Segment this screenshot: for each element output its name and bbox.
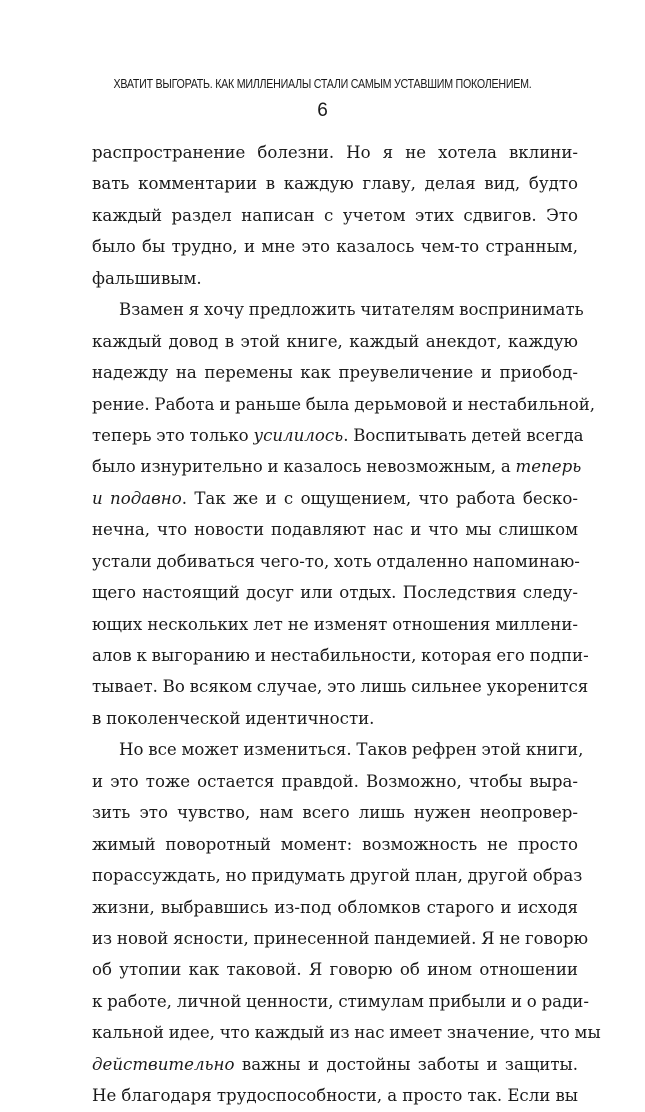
text-line	[92, 1080, 578, 1111]
text-segment: важны и достойны заботы и защиты.	[234, 1054, 578, 1074]
text-segment: жизни, выбравшись из-под обломков старого и исходя	[92, 897, 578, 917]
text-line	[92, 923, 589, 954]
text-segment: . Так же и с ощущением, что работа беско-	[181, 488, 578, 508]
running-head: ХВАТИТ ВЫГОРАТЬ. КАК МИЛЛЕНИАЛЫ СТАЛИ САМЫМ УСТАВШИМ ПОКОЛЕНИЕМ.	[113, 76, 532, 91]
text-segment: распространение болезни. Но я не хотела вклини-	[92, 143, 578, 162]
text-segment: Взамен я хочу предложить читателям воспринимать	[119, 300, 584, 320]
text-segment: щего настоящий досуг или отдых. Последствия следу-	[92, 583, 578, 603]
text-line	[92, 986, 589, 1017]
text-segment: жимый поворотный момент: возможность не просто	[92, 834, 578, 854]
text-segment: и это тоже остается правдой. Возможно, чтобы выра-	[92, 771, 578, 791]
text-line	[92, 954, 578, 985]
text-line	[92, 420, 584, 451]
text-line	[92, 483, 578, 514]
text-segment: рение. Работа и раньше была дерьмовой и нестабильной,	[92, 394, 596, 414]
text-segment: тывает. Во всяком случае, это лишь сильнее укоренится	[92, 677, 589, 697]
text-line	[92, 734, 584, 765]
text-line	[92, 797, 578, 828]
text-segment: каждый раздел написан с учетом этих сдвигов. Это	[92, 205, 578, 225]
text-segment: устали добиваться чего-то, хоть отдаленно напоминаю-	[92, 551, 580, 571]
text-segment: зить это чувство, нам всего лишь нужен неопровер-	[92, 803, 578, 823]
text-line	[92, 294, 584, 325]
text-segment: об утопии как таковой. Я говорю об ином отношении	[92, 960, 578, 980]
text-segment: кальной идее, что каждый из нас имеет значение, что мы	[92, 1023, 601, 1043]
text-line	[92, 168, 578, 199]
text-line	[92, 829, 578, 860]
text-segment: нечна, что новости подавляют нас и что мы слишком	[92, 520, 578, 540]
text-segment: ющих нескольких лет не изменят отношения миллени-	[92, 614, 578, 634]
text-line	[92, 546, 578, 577]
text-segment: порассуждать, но придумать другой план, другой образ	[92, 866, 583, 886]
text-line	[92, 326, 578, 357]
text-line	[92, 263, 578, 294]
text-line	[92, 451, 582, 482]
text-line	[92, 892, 578, 923]
text-line	[92, 137, 578, 168]
italic-text: усилилось	[253, 425, 344, 445]
text-line	[92, 766, 578, 797]
text-line	[92, 1017, 601, 1048]
text-line	[92, 389, 596, 420]
text-segment: вать комментарии в каждую главу, делая вид, будто	[92, 174, 578, 194]
text-line	[92, 231, 578, 262]
text-segment: каждый довод в этой книге, каждый анекдот, каждую	[92, 331, 578, 351]
text-segment: . Воспитывать детей всегда	[343, 425, 584, 445]
text-line	[92, 514, 578, 545]
text-line	[92, 671, 589, 702]
text-line	[92, 609, 578, 640]
italic-text: теперь	[515, 457, 582, 477]
text-segment: фальшивым.	[92, 268, 202, 288]
text-line	[92, 703, 578, 734]
text-line	[92, 357, 578, 388]
text-segment: было изнурительно и казалось невозможным, а	[92, 457, 516, 477]
text-segment: было бы трудно, и мне это казалось чем-то странным,	[92, 237, 578, 257]
text-segment: теперь это только	[92, 425, 254, 445]
text-line	[92, 1049, 578, 1080]
text-segment: надежду на перемены как преувеличение и приобод-	[92, 363, 578, 383]
text-segment: Но все может измениться. Таков рефрен этой книги,	[119, 740, 584, 760]
text-segment: Не благодаря трудоспособности, а просто так. Если вы	[92, 1086, 578, 1106]
page-number: 6	[317, 100, 328, 121]
text-line	[92, 640, 589, 671]
text-line	[92, 860, 583, 891]
text-segment: из новой ясности, принесенной пандемией. Я не говорю	[92, 928, 589, 948]
text-segment: алов к выгоранию и нестабильности, которая его подпи-	[92, 646, 589, 665]
body-text	[92, 137, 601, 1112]
text-segment: к работе, личной ценности, стимулам прибыли и о ради-	[92, 991, 589, 1011]
text-segment: в поколенческой идентичности.	[92, 708, 375, 728]
text-line	[92, 577, 578, 608]
italic-text: действительно	[92, 1054, 235, 1074]
text-line	[92, 200, 578, 231]
italic-text: и подавно	[92, 488, 182, 508]
